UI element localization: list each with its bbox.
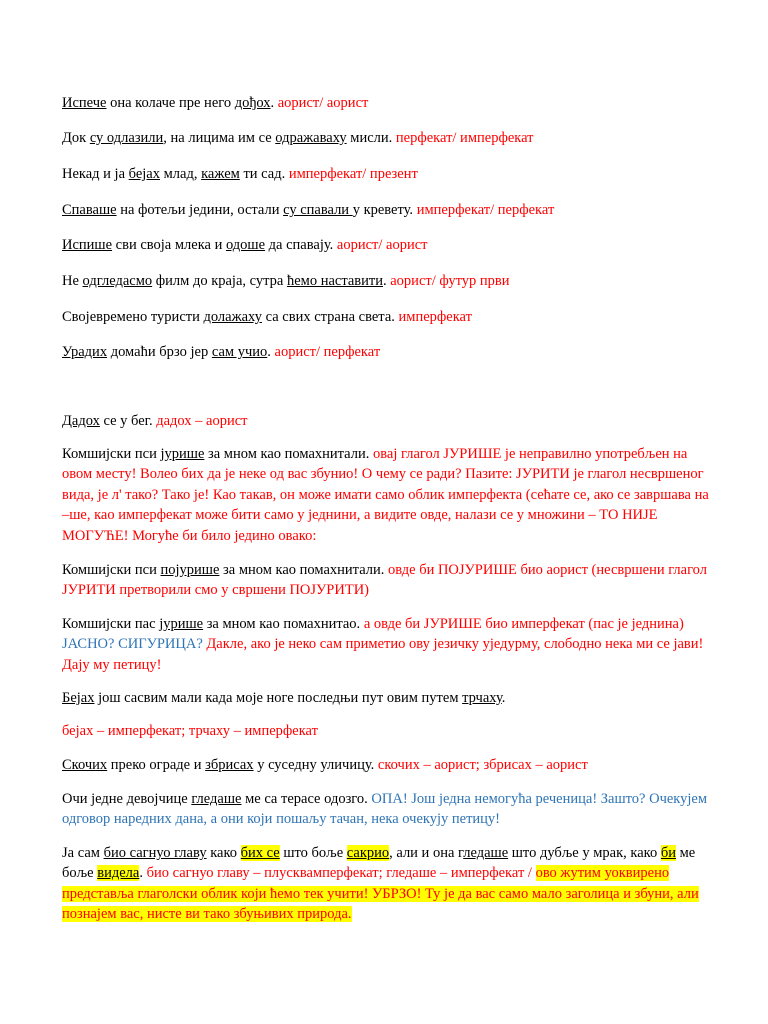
text-segment: . xyxy=(270,95,278,111)
sentence-8 xyxy=(62,342,714,362)
text-segment: долажаху xyxy=(203,309,262,325)
sentence-7 xyxy=(62,307,714,327)
text-segment: Спаваше xyxy=(62,202,117,218)
text-segment: она колаче пре него xyxy=(106,95,235,111)
text-segment: Испече xyxy=(62,95,107,111)
text-segment: ме са терасе одозго. xyxy=(241,791,372,807)
text-segment: су одлазили xyxy=(89,130,164,146)
text-segment: збрисах xyxy=(205,757,254,773)
text-segment: би xyxy=(660,845,676,861)
text-segment: Док xyxy=(62,130,90,146)
text-segment: ћемо наставити xyxy=(286,273,383,289)
text-segment: био сагнуо главу xyxy=(103,845,207,861)
sentence-12 xyxy=(62,614,714,675)
text-segment: Бејах xyxy=(62,690,95,706)
text-segment: аорист/ аорист xyxy=(277,95,369,111)
text-segment: јурише xyxy=(159,616,204,632)
text-segment: Некад и ја xyxy=(62,166,129,182)
sentence-2 xyxy=(62,128,714,148)
text-segment: , на лицима им се xyxy=(163,130,276,146)
sentence-13 xyxy=(62,688,714,708)
text-segment: у суседну уличицу. xyxy=(253,757,378,773)
text-segment: ти сад. xyxy=(239,166,289,182)
text-segment: имперфекат/ перфекат xyxy=(416,202,555,218)
sentence-9 xyxy=(62,411,714,431)
text-segment: одоше xyxy=(225,237,266,253)
sentence-1 xyxy=(62,93,714,113)
sentence-5 xyxy=(62,235,714,255)
answer-13 xyxy=(62,721,714,741)
text-segment: бејах – имперфекат; трчаху – имперфекат xyxy=(62,723,318,739)
text-segment: аорист/ перфекат xyxy=(274,344,381,360)
text-segment: за мном као помахнитао. xyxy=(203,616,364,632)
text-segment: бих се xyxy=(240,845,280,861)
text-segment: Дадох xyxy=(62,413,100,429)
text-segment: за мном као помахнитали. xyxy=(219,562,389,578)
sentence-3 xyxy=(62,164,714,184)
text-segment: још сасвим мали када моје ноге последњи пут овим путем xyxy=(94,690,463,706)
text-segment: Комшијски пси xyxy=(62,562,161,578)
text-segment: Ја сам xyxy=(62,845,104,861)
sentence-15 xyxy=(62,789,714,830)
text-segment: дадох – аорист xyxy=(156,413,248,429)
text-segment: ОПА! Још једна немогућа реченица! Зашто? Очекујем одговор наредних дана, а они који пошаљу тачан, нека очекују петицу! xyxy=(62,791,708,828)
text-segment: видела xyxy=(97,865,140,882)
text-segment: Дакле, ако је неко сам приметио ову језичку уједурму, слободно нека ми се јави! Дају му петицу! xyxy=(62,636,704,673)
text-segment: аорист/ аорист xyxy=(336,237,428,253)
text-segment: Очи једне девојчице xyxy=(62,791,192,807)
text-segment: ледаше xyxy=(463,845,509,861)
text-segment: сакрио xyxy=(346,845,390,861)
text-segment: преко ограде и xyxy=(107,757,206,773)
sentence-10 xyxy=(62,444,714,546)
text-segment: су спавали xyxy=(283,202,353,218)
text-segment: а овде би ЈУРИШЕ био имперфекат (пас је једнина) xyxy=(363,616,684,632)
text-segment: појурише xyxy=(160,562,220,578)
text-segment: што дубље у мрак, како xyxy=(508,845,661,861)
text-segment: да спавају. xyxy=(265,237,337,253)
sentence-4 xyxy=(62,200,714,220)
text-segment: . xyxy=(501,690,506,706)
sentence-6 xyxy=(62,271,714,291)
text-segment: . xyxy=(383,273,391,289)
text-segment: Скочих xyxy=(62,757,108,773)
text-segment: . xyxy=(267,344,275,360)
text-segment: , али и она г xyxy=(389,845,464,861)
text-segment: гледаше xyxy=(191,791,242,807)
text-segment: одгледасмо xyxy=(82,273,153,289)
text-segment: Комшијски пас xyxy=(62,616,160,632)
text-segment: јурише xyxy=(160,446,205,462)
text-segment: што боље xyxy=(279,845,347,861)
text-segment: са свих страна света. xyxy=(262,309,399,325)
text-segment: Не xyxy=(62,273,83,289)
text-segment: одражаваху xyxy=(275,130,347,146)
text-segment: трчаху xyxy=(462,690,502,706)
text-segment: домаћи брзо јер xyxy=(107,344,212,360)
text-segment: аорист/ футур први xyxy=(390,273,510,289)
text-segment: Својевремено туристи xyxy=(62,309,204,325)
text-segment: имперфекат/ презент xyxy=(288,166,418,182)
text-segment: ме боље xyxy=(62,845,696,882)
text-segment: се у бег. xyxy=(99,413,157,429)
text-segment: овај глагол ЈУРИШЕ је неправилно употребљен на овом месту! Волео бих да је неке од вас збунио! О чему се ради? Пазите: ЈУРИТИ је глагол несвршеног вида, је л' тако? Тако је! Као такав, он може имати само облик имперфекта (сећате се, ако се завршава на –ше, као имперфекат може бити само у једнини, а видите овде, налази се у множини – ТО НИЈЕ МОГУЋЕ! Могуће би било једино овако: xyxy=(62,446,709,544)
sentence-14 xyxy=(62,755,714,775)
text-segment: како xyxy=(206,845,241,861)
text-segment: на фотељи једини, остали xyxy=(116,202,284,218)
text-segment: ово жутим уоквирено представља глаголски облик који ћемо тек учити! УБРЗО! Ту је да вас само мало заголица и збуни, али познајем вас, нисте ви тако збуњивих природа. xyxy=(62,865,699,923)
sentence-11 xyxy=(62,560,714,601)
text-segment: Комшијски пси xyxy=(62,446,161,462)
sentence-16 xyxy=(62,843,714,925)
text-segment: . xyxy=(139,865,147,882)
text-segment: бејах xyxy=(128,166,160,182)
text-segment: дођох xyxy=(234,95,271,111)
text-segment: скочих – аорист; збрисах – аорист xyxy=(377,757,588,773)
text-segment: перфекат/ имперфекат xyxy=(395,130,534,146)
text-segment: ЈАСНО? СИГУРИЦА? xyxy=(62,636,207,653)
text-segment: Урадих xyxy=(62,344,108,360)
text-segment: мисли. xyxy=(346,130,396,146)
text-segment: Испише xyxy=(62,237,113,253)
text-segment: био сагнуо главу – плусквамперфекат; гледаше – имперфекат / xyxy=(146,865,536,882)
text-segment: млад, xyxy=(160,166,202,182)
text-segment: имперфекат xyxy=(398,309,472,325)
text-segment: за мном као помахнитали. xyxy=(204,446,373,462)
text-segment: у кревету. xyxy=(352,202,417,218)
text-segment: кажем xyxy=(201,166,240,182)
text-segment: филм до краја, сутра xyxy=(152,273,287,289)
text-segment: сви своја млека и xyxy=(112,237,226,253)
text-segment: сам учио xyxy=(211,344,268,360)
text-segment: овде би ПОЈУРИШЕ био аорист (несвршени глагол ЈУРИТИ претворили смо у свршени ПОЈУРИТИ) xyxy=(62,562,707,599)
